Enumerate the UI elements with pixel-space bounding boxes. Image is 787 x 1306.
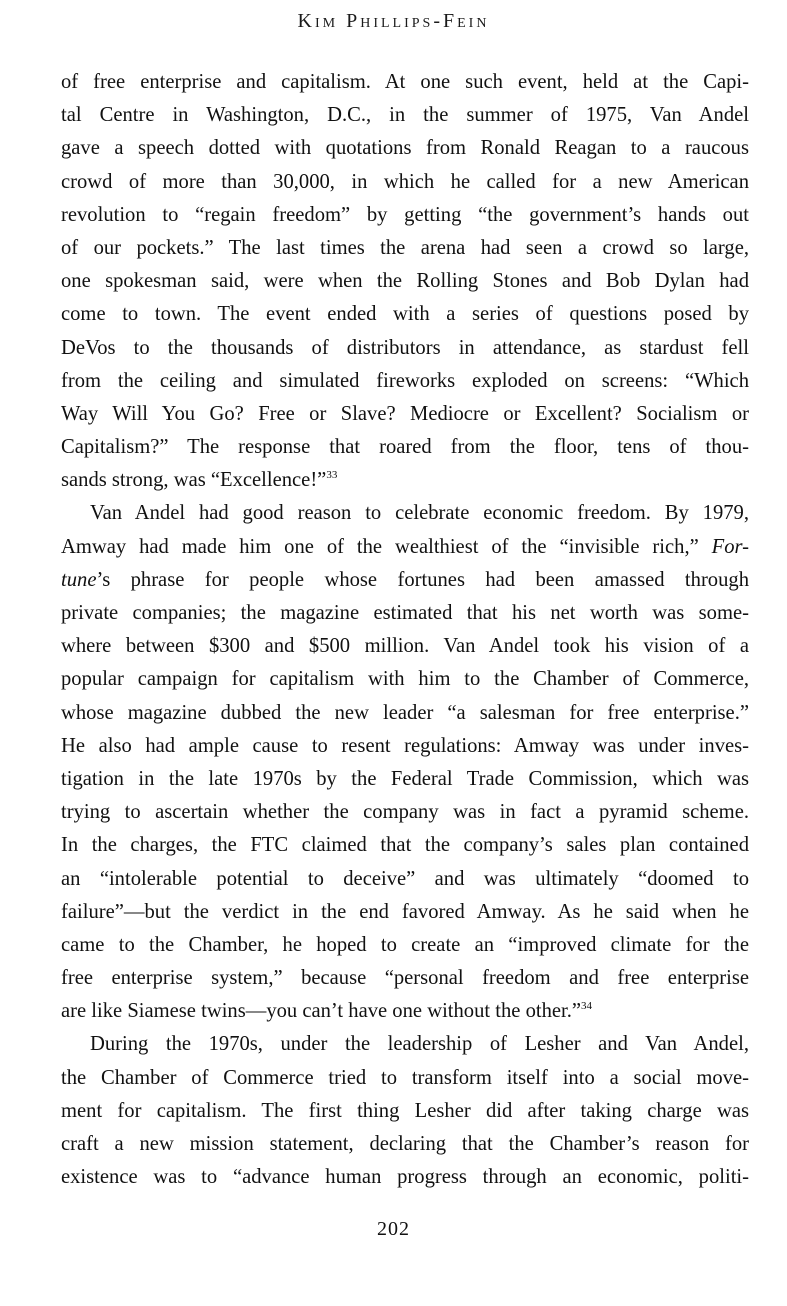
text-line (61, 464, 749, 497)
text-line-content: sands strong, was “Excellence!” (61, 469, 327, 492)
text-line (61, 531, 749, 564)
text-line: Van Andel had good reason to celebrate economic freedom. By 1979, (90, 502, 749, 525)
text-line: the Chamber of Commerce tried to transform itself into a social move- (61, 1066, 749, 1089)
text-line: tigation in the late 1970s by the Federal Trade Commission, which was (61, 767, 749, 790)
page-number: 202 (377, 1218, 410, 1240)
text-line: DeVos to the thousands of distributors in attendance, as stardust fell (61, 336, 749, 359)
footnote-ref-33: 33 (326, 469, 338, 482)
text-line: craft a new mission statement, declaring that the Chamber’s reason for (61, 1133, 749, 1155)
text-line: gave a speech dotted with quotations from Ronald Reagan to a raucous (61, 137, 749, 160)
text-line: of our pockets.” The last times the arena had seen a crowd so large, (61, 236, 749, 259)
text-line: one spokesman said, were when the Rolling Stones and Bob Dylan had (61, 270, 749, 293)
text-line (61, 564, 749, 597)
text-line: Way Will You Go? Free or Slave? Mediocre or Excellent? Socialism or (61, 402, 749, 425)
text-line: where between $300 and $500 million. Van Andel took his vision of a (61, 635, 749, 658)
text-line: an “intolerable potential to deceive” and was ultimately “doomed to (61, 867, 749, 890)
text-line: ment for capitalism. The first thing Lesher did after taking charge was (61, 1099, 749, 1122)
text-line: private companies; the magazine estimated that his net worth was some- (61, 602, 749, 624)
text-line: failure”—but the verdict in the end favored Amway. As he said when he (61, 900, 749, 923)
text-line: Capitalism?” The response that roared from the floor, tens of thou- (61, 436, 749, 459)
text-line: tal Centre in Washington, D.C., in the summer of 1975, Van Andel (61, 104, 749, 127)
italic-title-fortune-part2: tune (61, 568, 97, 591)
text-line (61, 995, 749, 1028)
text-line: During the 1970s, under the leadership of Lesher and Van Andel, (90, 1033, 749, 1056)
body-text (61, 66, 749, 1194)
text-line: revolution to “regain freedom” by getting “the government’s hands out (61, 203, 749, 226)
text-line: from the ceiling and simulated fireworks exploded on screens: “Which (61, 369, 749, 392)
text-line: free enterprise system,” because “personal freedom and free enterprise (61, 967, 749, 990)
text-line-content: ’s phrase for people whose fortunes had been amassed through (96, 568, 749, 591)
text-line: crowd of more than 30,000, in which he called for a new American (61, 170, 749, 193)
text-line: In the charges, the FTC claimed that the company’s sales plan contained (61, 834, 749, 857)
italic-title-fortune-part1: For- (711, 535, 749, 558)
running-head: Kim Phillips-Fein (297, 10, 490, 32)
text-line: He also had ample cause to resent regulations: Amway was under inves- (61, 734, 749, 757)
text-line: trying to ascertain whether the company was in fact a pyramid scheme. (61, 801, 749, 824)
text-line: existence was to “advance human progress through an economic, politi- (61, 1166, 749, 1189)
text-line: came to the Chamber, he hoped to create an “improved climate for the (61, 933, 749, 956)
text-line: of free enterprise and capitalism. At one such event, held at the Capi- (61, 71, 749, 93)
text-line: come to town. The event ended with a series of questions posed by (61, 303, 749, 326)
text-line: popular campaign for capitalism with him to the Chamber of Commerce, (61, 668, 749, 691)
text-line: whose magazine dubbed the new leader “a salesman for free enterprise.” (61, 701, 749, 724)
footnote-ref-34: 34 (581, 1000, 593, 1013)
text-line-content: Amway had made him one of the wealthiest of the “invisible rich,” (61, 535, 712, 558)
text-line-content: are like Siamese twins—you can’t have one without the other.” (61, 1000, 582, 1023)
